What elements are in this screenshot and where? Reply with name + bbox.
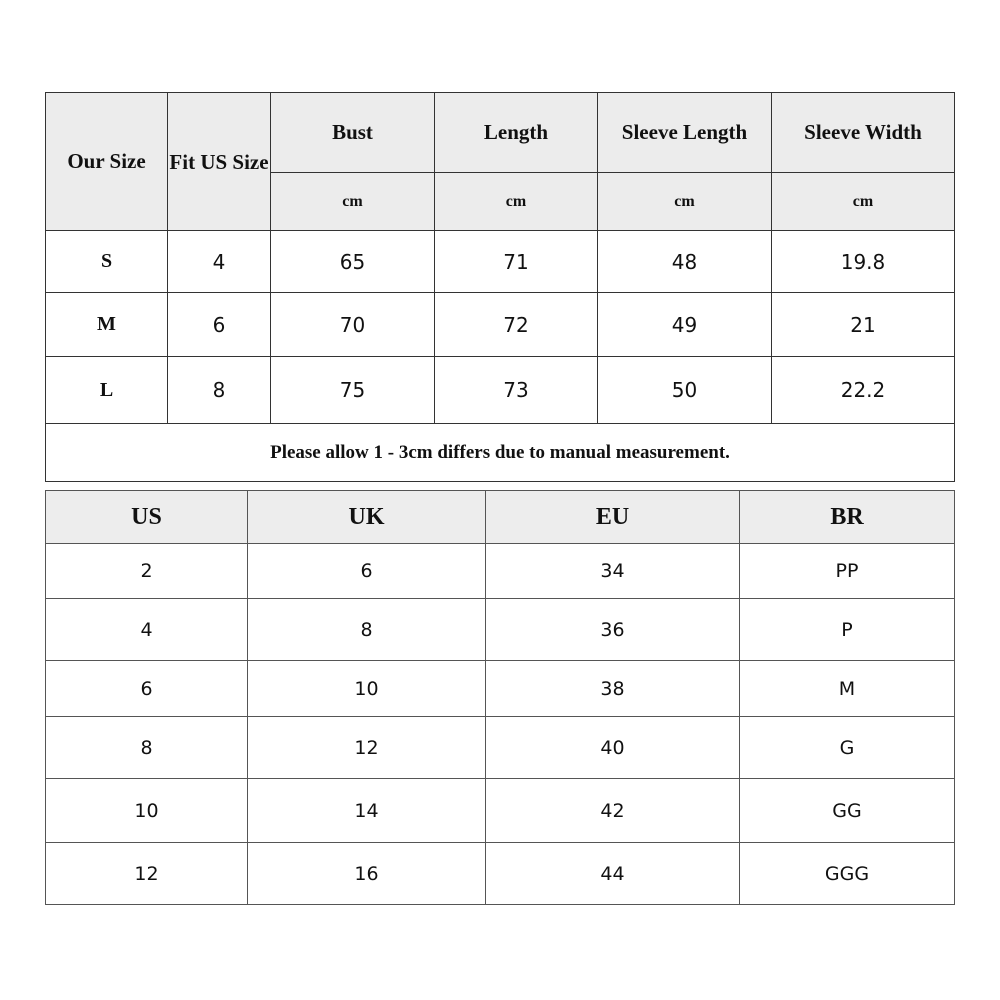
us-size-cell: 4 bbox=[168, 231, 271, 293]
size-chart-table bbox=[45, 92, 955, 482]
bust-cell: 75 bbox=[271, 357, 435, 424]
us-cell: 10 bbox=[46, 779, 248, 843]
us-cell: 2 bbox=[46, 544, 248, 599]
header-sleeve-length: Sleeve Length bbox=[598, 93, 772, 173]
table-row bbox=[46, 357, 955, 424]
eu-cell: 38 bbox=[486, 661, 740, 717]
our-size-cell: S bbox=[46, 231, 168, 293]
unit-sleeve-width: cm bbox=[772, 173, 955, 231]
table-row bbox=[46, 599, 955, 661]
eu-cell: 40 bbox=[486, 717, 740, 779]
us-cell: 6 bbox=[46, 661, 248, 717]
table-row bbox=[46, 661, 955, 717]
sleeve-length-cell: 50 bbox=[598, 357, 772, 424]
our-size-cell: L bbox=[46, 357, 168, 424]
header-eu: EU bbox=[486, 491, 740, 544]
br-cell: G bbox=[740, 717, 955, 779]
br-cell: M bbox=[740, 661, 955, 717]
uk-cell: 6 bbox=[248, 544, 486, 599]
bust-cell: 70 bbox=[271, 293, 435, 357]
header-br: BR bbox=[740, 491, 955, 544]
br-cell: P bbox=[740, 599, 955, 661]
table-row bbox=[46, 779, 955, 843]
header-uk: UK bbox=[248, 491, 486, 544]
bust-cell: 65 bbox=[271, 231, 435, 293]
uk-cell: 10 bbox=[248, 661, 486, 717]
header-our-size: Our Size bbox=[46, 93, 168, 231]
sleeve-length-cell: 48 bbox=[598, 231, 772, 293]
unit-bust: cm bbox=[271, 173, 435, 231]
sleeve-width-cell: 19.8 bbox=[772, 231, 955, 293]
measurement-note: Please allow 1 - 3cm differs due to manual measurement. bbox=[46, 424, 955, 482]
eu-cell: 42 bbox=[486, 779, 740, 843]
uk-cell: 8 bbox=[248, 599, 486, 661]
table-row bbox=[46, 231, 955, 293]
table-row bbox=[46, 843, 955, 905]
header-us: US bbox=[46, 491, 248, 544]
table-row bbox=[46, 717, 955, 779]
eu-cell: 36 bbox=[486, 599, 740, 661]
eu-cell: 44 bbox=[486, 843, 740, 905]
uk-cell: 16 bbox=[248, 843, 486, 905]
header-bust: Bust bbox=[271, 93, 435, 173]
length-cell: 71 bbox=[435, 231, 598, 293]
unit-sleeve-length: cm bbox=[598, 173, 772, 231]
us-size-cell: 6 bbox=[168, 293, 271, 357]
uk-cell: 12 bbox=[248, 717, 486, 779]
header-length: Length bbox=[435, 93, 598, 173]
uk-cell: 14 bbox=[248, 779, 486, 843]
us-cell: 4 bbox=[46, 599, 248, 661]
sleeve-width-cell: 22.2 bbox=[772, 357, 955, 424]
br-cell: GGG bbox=[740, 843, 955, 905]
us-size-cell: 8 bbox=[168, 357, 271, 424]
header-fit-us-size: Fit US Size bbox=[168, 93, 271, 231]
eu-cell: 34 bbox=[486, 544, 740, 599]
sleeve-length-cell: 49 bbox=[598, 293, 772, 357]
length-cell: 72 bbox=[435, 293, 598, 357]
us-cell: 8 bbox=[46, 717, 248, 779]
table-row bbox=[46, 544, 955, 599]
sleeve-width-cell: 21 bbox=[772, 293, 955, 357]
br-cell: PP bbox=[740, 544, 955, 599]
br-cell: GG bbox=[740, 779, 955, 843]
unit-length: cm bbox=[435, 173, 598, 231]
size-conversion-table bbox=[45, 490, 955, 905]
header-sleeve-width: Sleeve Width bbox=[772, 93, 955, 173]
us-cell: 12 bbox=[46, 843, 248, 905]
length-cell: 73 bbox=[435, 357, 598, 424]
table-row bbox=[46, 293, 955, 357]
our-size-cell: M bbox=[46, 293, 168, 357]
